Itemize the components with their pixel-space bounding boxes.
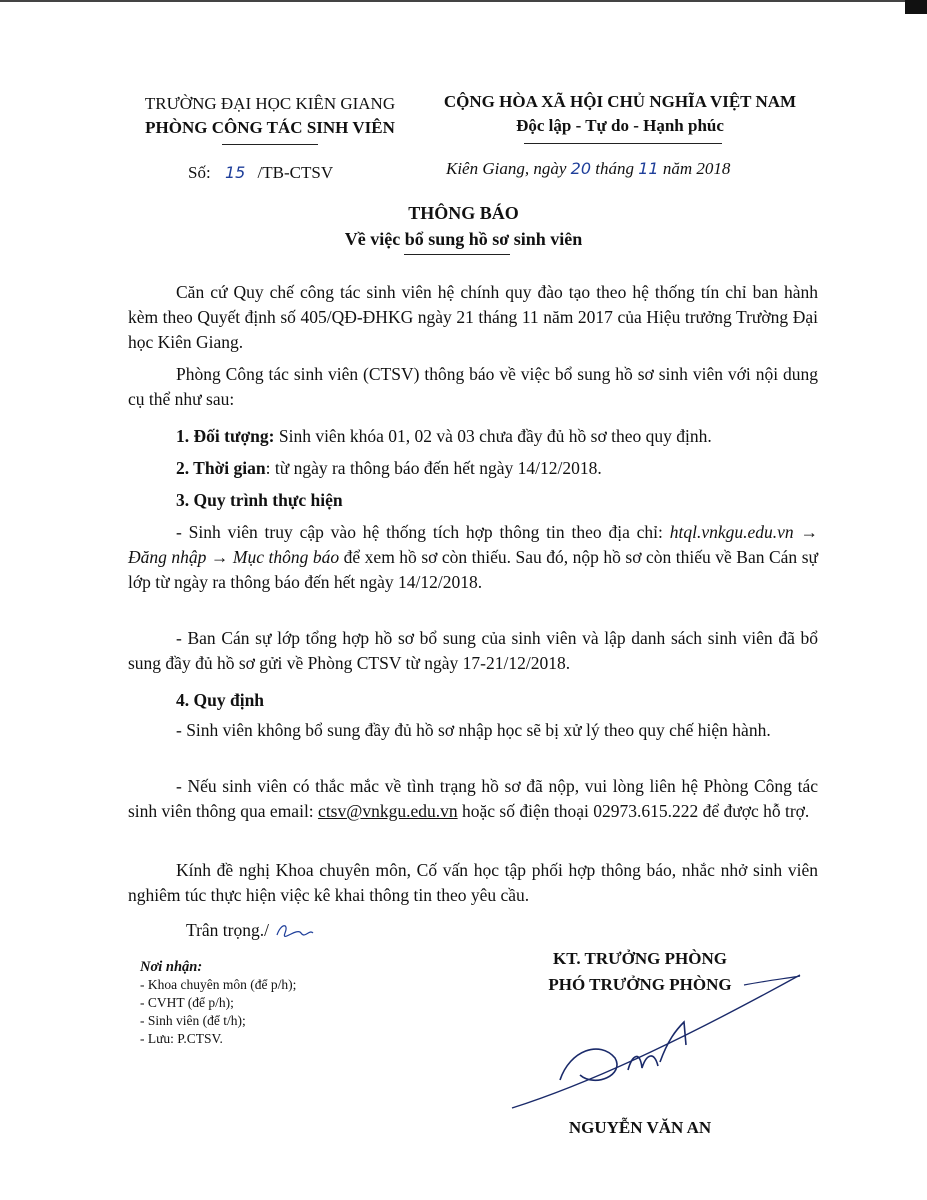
recipient-item: - CVHT (để p/h); [140, 995, 234, 1010]
regards [186, 918, 313, 943]
scan-edge-top [0, 0, 927, 2]
procedure-step-2 [128, 626, 818, 676]
signature-line-1: KT. TRƯỞNG PHÒNG [553, 949, 727, 968]
procedure-step-2-text: - Ban Cán sự lớp tổng hợp hồ sơ bổ sung của sinh viên và lập danh sách sinh viên đã bổ sung đầy đủ hồ sơ gửi về Phòng CTSV từ ngày 17-21/12/2018. [128, 628, 818, 673]
org-underline [222, 144, 318, 145]
closing-paragraph [128, 858, 818, 908]
signer-name: NGUYỄN VĂN AN [568, 1118, 712, 1137]
date-prefix: Kiên Giang, ngày [446, 159, 567, 178]
rule-2 [128, 774, 818, 824]
scan-corner-mark [905, 0, 927, 14]
procedure-step-1-intro: - Sinh viên truy cập vào hệ thống tích hợp thông tin theo địa chỉ: [176, 522, 663, 542]
org-header [134, 92, 406, 140]
item-procedure-label: 3. Quy trình thực hiện [176, 490, 343, 510]
recipients-block [140, 958, 296, 1048]
regards-text: Trân trọng./ [186, 920, 269, 940]
nation-motto: Độc lập - Tự do - Hạnh phúc [516, 116, 724, 135]
item-rules-heading [176, 688, 264, 713]
rule-2-text [128, 774, 818, 824]
signature-title [510, 946, 770, 998]
date-year: năm 2018 [662, 159, 731, 178]
item-procedure-heading [176, 488, 343, 513]
rule-2-rest: hoặc số điện thoại 02973.615.222 để được hỗ trợ. [457, 801, 810, 821]
department-name: PHÒNG CÔNG TÁC SINH VIÊN [145, 118, 395, 137]
item-target-text: Sinh viên khóa 01, 02 và 03 chưa đầy đủ hồ sơ theo quy định. [274, 426, 712, 446]
procedure-path: htql.vnkgu.edu.vn → Đăng nhập → Mục thông báo [128, 522, 819, 567]
nation-name: CỘNG HÒA XÃ HỘI CHỦ NGHĨA VIỆT NAM [443, 92, 797, 111]
nation-header [420, 90, 820, 138]
procedure-step-1-rest: để xem hồ sơ còn thiếu. Sau đó, nộp hồ sơ còn thiếu về Ban Cán sự lớp từ ngày ra thông báo đến hết ngày 14/12/2018. [128, 547, 818, 592]
recipient-item: - Lưu: P.CTSV. [140, 1031, 223, 1046]
title-underline [404, 254, 510, 255]
item-time-label: 2. Thời gian [176, 458, 266, 478]
legal-basis-text: Căn cứ Quy chế công tác sinh viên hệ chính quy đào tạo theo hệ thống tín chỉ ban hành kèm theo Quyết định số 405/QĐ-ĐHKG ngày 21 tháng 11 năm 2017 của Hiệu trưởng Trường Đại học Kiên Giang. [128, 282, 818, 352]
contact-email-link[interactable]: ctsv@vnkgu.edu.vn [318, 801, 458, 821]
item-rules-label: 4. Quy định [176, 690, 265, 710]
announcement-text: Phòng Công tác sinh viên (CTSV) thông báo về việc bổ sung hồ sơ sinh viên với nội dung cụ thể như sau: [128, 364, 818, 409]
procedure-step-1 [128, 520, 818, 595]
paragraph-announcement [128, 362, 818, 412]
motto-underline [524, 143, 722, 144]
recipients-heading: Nơi nhận: [140, 959, 203, 975]
date-month-label: tháng [595, 159, 634, 178]
item-time [176, 456, 602, 481]
notice-subject: Về việc bổ sung hồ sơ sinh viên [344, 229, 583, 249]
notice-heading: THÔNG BÁO [408, 203, 519, 223]
doc-number-handwritten: 15 [224, 163, 246, 182]
rule-2-intro: - Nếu sinh viên có thắc mắc về tình trạng hồ sơ đã nộp, vui lòng liên hệ Phòng Công tác sinh viên thông qua email: [128, 776, 818, 821]
initials-scribble [275, 921, 315, 939]
recipient-item: - Sinh viên (để t/h); [140, 1013, 246, 1028]
item-target [176, 424, 712, 449]
closing-text: Kính đề nghị Khoa chuyên môn, Cố vấn học tập phối hợp thông báo, nhắc nhở sinh viên nghiêm túc thực hiện việc kê khai thông tin theo yêu cầu. [128, 860, 818, 905]
document-number [188, 163, 333, 183]
paragraph-legal-basis [128, 280, 818, 355]
item-target-label: 1. Đối tượng: [176, 426, 275, 446]
procedure-step-1-text [128, 520, 818, 595]
doc-number-prefix: Số: [188, 163, 211, 182]
rule-1-text: - Sinh viên không bổ sung đầy đủ hồ sơ nhập học sẽ bị xử lý theo quy chế hiện hành. [176, 720, 771, 740]
doc-number-suffix: /TB-CTSV [257, 163, 334, 182]
date-day: 20 [570, 159, 592, 178]
org-name: TRƯỜNG ĐẠI HỌC KIÊN GIANG [144, 94, 396, 113]
date-month: 11 [638, 159, 659, 178]
recipient-item: - Khoa chuyên môn (để p/h); [140, 977, 297, 992]
notice-title [0, 200, 927, 252]
rule-1 [128, 718, 818, 743]
signature-line-2: PHÓ TRƯỞNG PHÒNG [548, 975, 732, 994]
issue-date [446, 159, 730, 179]
item-time-text: : từ ngày ra thông báo đến hết ngày 14/12/2018. [265, 458, 602, 478]
